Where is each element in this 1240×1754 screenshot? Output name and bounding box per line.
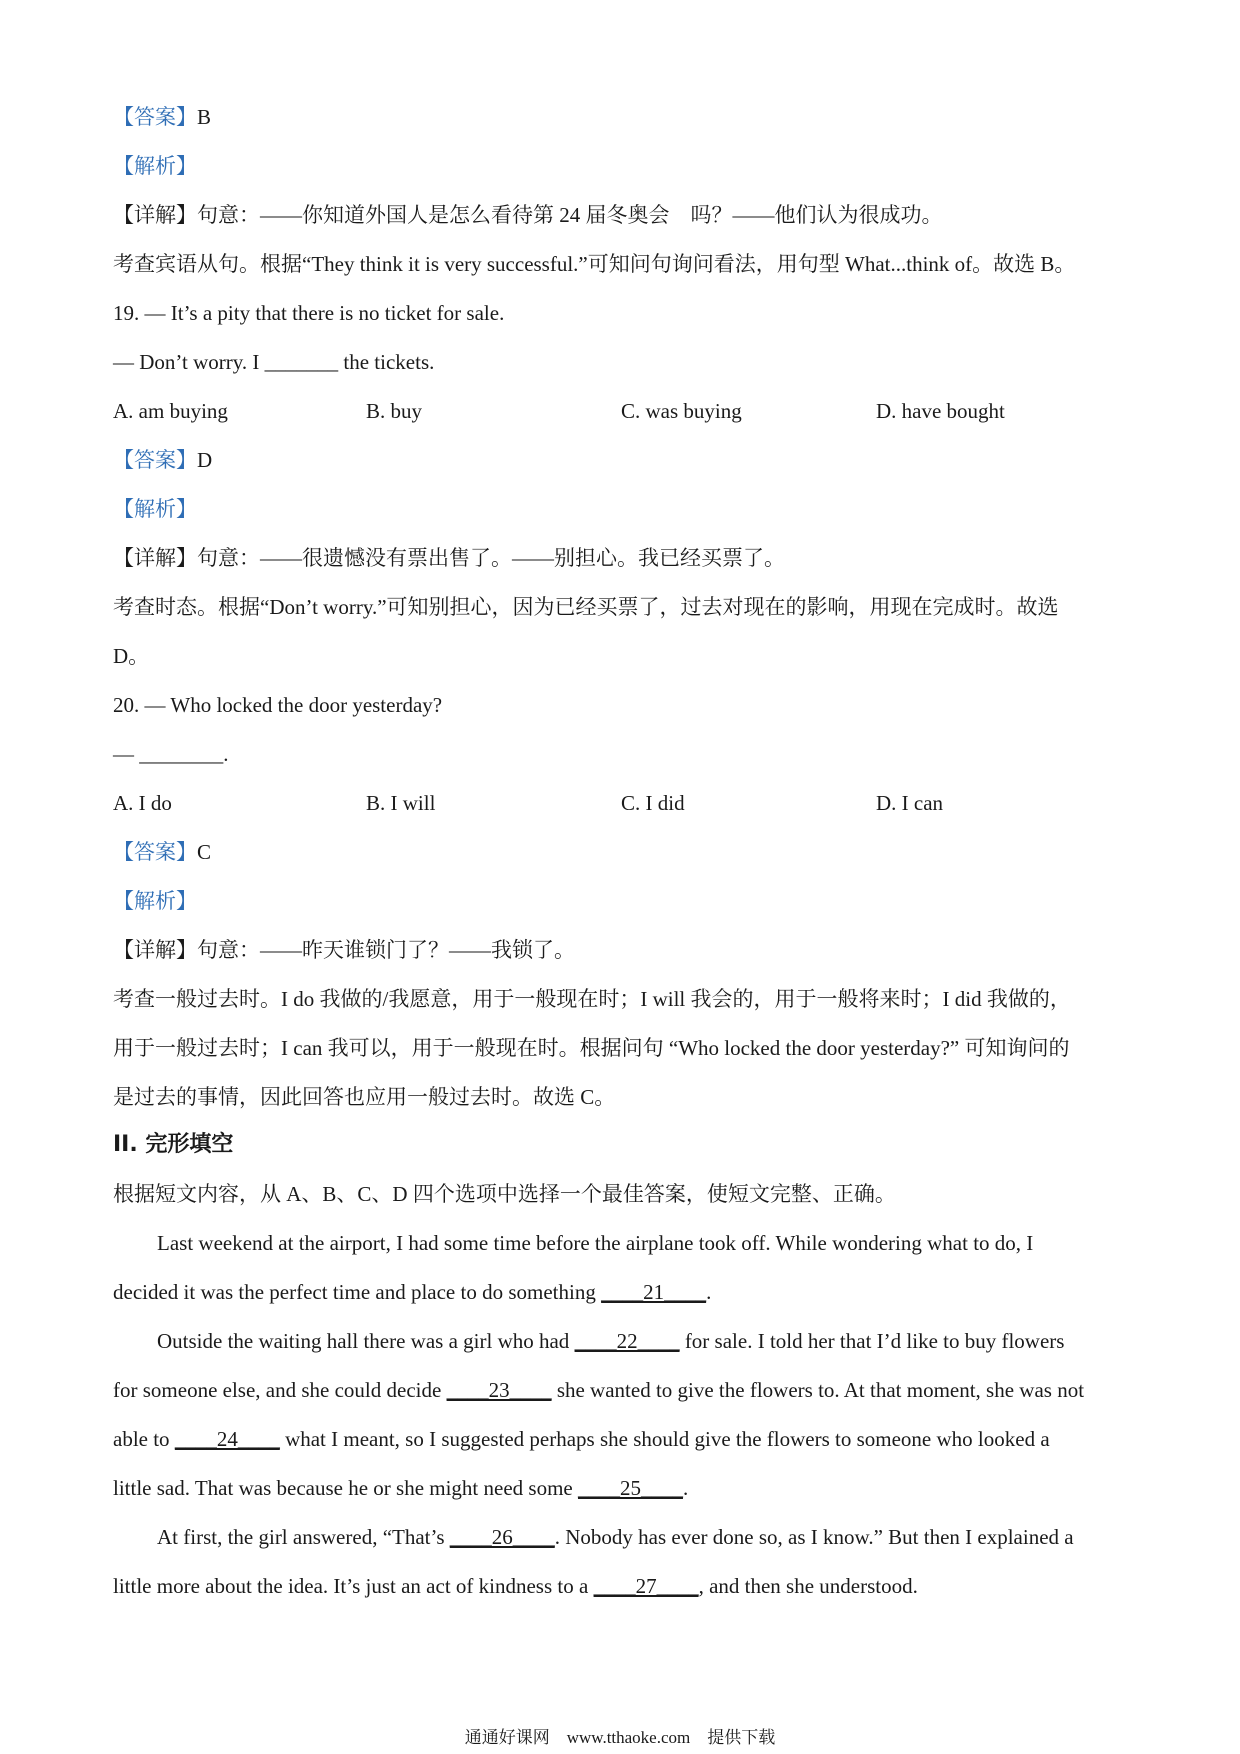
passage-line <box>113 1474 688 1502</box>
q20-explanation-2: 用于一般过去时；I can 我可以，用于一般现在时。根据问句 “Who locked the door yesterday?” 可知询问的 <box>113 1036 1070 1060</box>
detail-text: 句意：——昨天谁锁门了？——我锁了。 <box>197 938 575 962</box>
q19-answer-line <box>113 446 212 474</box>
passage-line <box>113 1376 1084 1404</box>
passage-text: little sad. That was because he or she might need some <box>113 1476 578 1500</box>
passage-line <box>113 1278 711 1306</box>
passage-text: . Nobody has ever done so, as I know.” But then I explained a <box>554 1525 1074 1549</box>
q19-response: — Don’t worry. I _______ the tickets. <box>113 350 435 374</box>
passage-text: . <box>682 1476 689 1500</box>
passage-text: for someone else, and she could decide <box>113 1378 447 1402</box>
q18-detail-line <box>113 201 943 229</box>
detail-tag: 【详解】 <box>113 546 197 570</box>
passage-text: able to <box>113 1427 175 1451</box>
q20-answer-line <box>113 838 211 866</box>
passage-text: she wanted to give the flowers to. At that moment, she was not <box>551 1378 1085 1402</box>
analysis-tag: 【解析】 <box>113 889 197 913</box>
q19-detail-line <box>113 544 785 572</box>
analysis-tag: 【解析】 <box>113 497 197 521</box>
q19-option-a: A. am buying <box>113 399 228 423</box>
passage-text: for sale. I told her that I’d like to buy flowers <box>679 1329 1065 1353</box>
q20-response: — ________. <box>113 742 229 766</box>
q20-explanation-3: 是过去的事情，因此回答也应用一般过去时。故选 C。 <box>113 1085 616 1109</box>
passage-text: . <box>706 1280 712 1304</box>
q18-explanation: 考查宾语从句。根据“They think it is very successful.”可知问句询问看法，用句型 What...think of。故选 B。 <box>113 252 1076 276</box>
page-footer: 通通好课网 www.tthaoke.com 提供下载 <box>464 1728 776 1747</box>
passage-text: decided it was the perfect time and place to do something <box>113 1280 602 1304</box>
answer-tag: 【答案】 <box>113 448 197 472</box>
blank-21: ____21____ <box>601 1280 707 1304</box>
detail-text: 句意：——你知道外国人是怎么看待第 24 届冬奥会 吗？——他们认为很成功。 <box>197 203 943 227</box>
q20-option-b: B. I will <box>366 791 436 815</box>
passage-line <box>113 1425 1050 1453</box>
detail-text: 句意：——很遗憾没有票出售了。——别担心。我已经买票了。 <box>197 546 785 570</box>
q20-detail-line <box>113 936 575 964</box>
blank-25: ____25____ <box>577 1476 683 1500</box>
blank-24: ____24____ <box>174 1427 280 1451</box>
passage-line <box>157 1523 1074 1551</box>
blank-27: ____27____ <box>593 1574 699 1598</box>
q19-option-c: C. was buying <box>621 399 742 423</box>
answer-value: B <box>197 105 212 129</box>
q20-question: 20. — Who locked the door yesterday? <box>113 693 443 717</box>
passage-line: Last weekend at the airport, I had some time before the airplane took off. While wondering what to do, I <box>157 1231 1034 1255</box>
q20-option-a: A. I do <box>113 791 172 815</box>
passage-text: At first, the girl answered, “That’s <box>157 1525 450 1549</box>
passage-line <box>157 1327 1064 1355</box>
q19-question: 19. — It’s a pity that there is no ticket for sale. <box>113 301 505 325</box>
answer-value: C <box>197 840 212 864</box>
passage-text: little more about the idea. It’s just an act of kindness to a <box>113 1574 594 1598</box>
q20-explanation-1: 考查一般过去时。I do 我做的/我愿意，用于一般现在时；I will 我会的，用于一般将来时；I did 我做的， <box>113 987 1071 1011</box>
q20-option-c: C. I did <box>621 791 685 815</box>
blank-26: ____26____ <box>449 1525 555 1549</box>
answer-tag: 【答案】 <box>113 840 197 864</box>
answer-tag: 【答案】 <box>113 105 197 129</box>
analysis-tag: 【解析】 <box>113 154 197 178</box>
passage-text: , and then she understood. <box>698 1574 918 1598</box>
passage-text: Outside the waiting hall there was a girl who had <box>157 1329 575 1353</box>
detail-tag: 【详解】 <box>113 938 197 962</box>
q19-option-b: B. buy <box>366 399 423 423</box>
passage-text: what I meant, so I suggested perhaps she should give the flowers to someone who looked a <box>279 1427 1050 1451</box>
answer-value: D <box>197 448 213 472</box>
section-instruction: 根据短文内容，从 A、B、C、D 四个选项中选择一个最佳答案，使短文完整、正确。 <box>113 1182 896 1206</box>
blank-22: ____22____ <box>574 1329 680 1353</box>
q20-option-d: D. I can <box>876 791 944 815</box>
passage-line <box>113 1572 918 1600</box>
q19-explanation-2: D。 <box>113 644 150 668</box>
q19-option-d: D. have bought <box>876 399 1005 423</box>
blank-23: ____23____ <box>446 1378 552 1402</box>
section-heading: II. 完形填空 <box>113 1132 234 1157</box>
q19-explanation-1: 考查时态。根据“Don’t worry.”可知别担心，因为已经买票了，过去对现在的影响，用现在完成时。故选 <box>113 595 1059 619</box>
q18-answer-line <box>113 103 211 131</box>
detail-tag: 【详解】 <box>113 203 197 227</box>
